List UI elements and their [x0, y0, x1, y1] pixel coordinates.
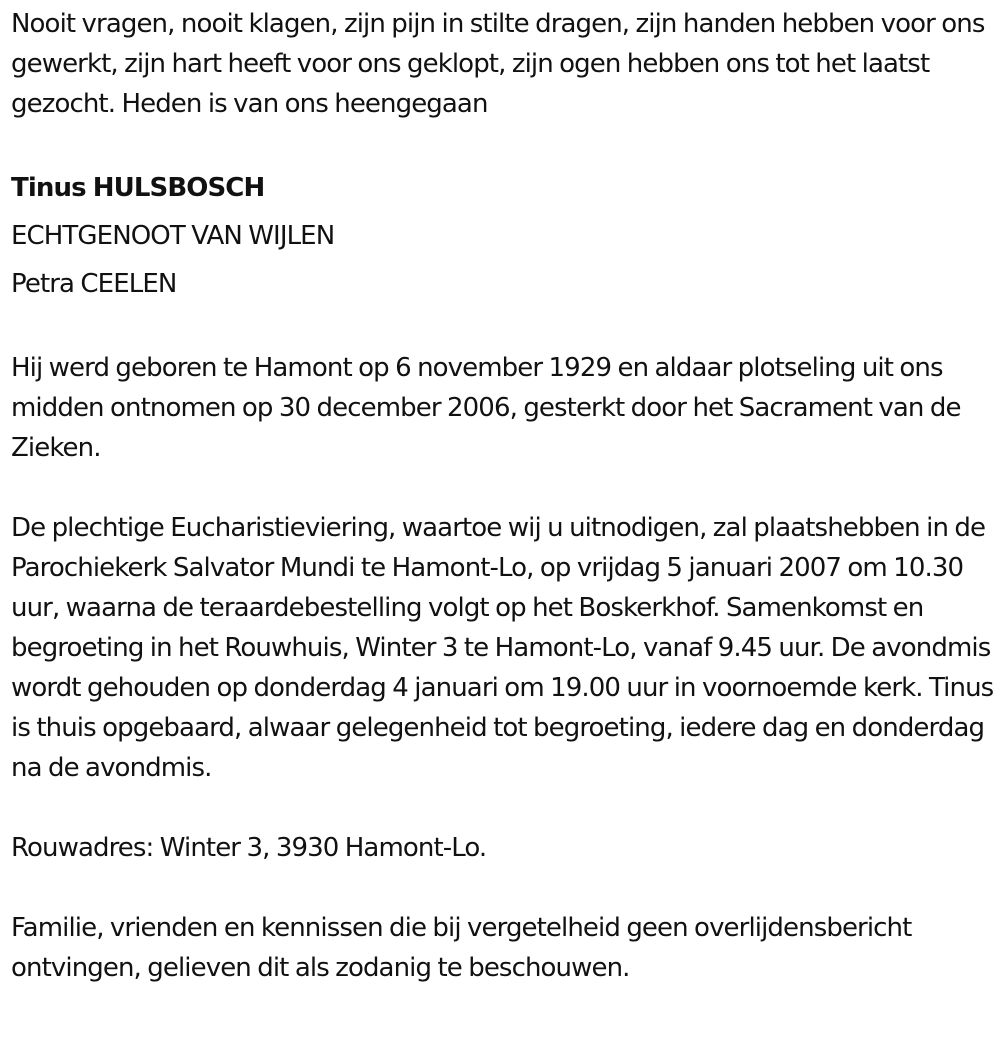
intro-paragraph: Nooit vragen, nooit klagen, zijn pijn in stilte dragen, zijn handen hebben voor ons gewerkt, zijn hart heeft voor ons geklopt, zijn ogen hebben ons tot het laatst gezocht. Heden is van ons heengegaan: [11, 9, 985, 119]
deceased-name: Tinus HULSBOSCH: [11, 173, 265, 203]
spacer: [11, 788, 996, 828]
spacer: [11, 308, 996, 348]
spacer: [11, 124, 996, 164]
birth-death-paragraph: Hij werd geboren te Hamont op 6 november 1929 en aldaar plotseling uit ons midden ontnomen op 30 december 2006, gesterkt door het Sacrament van de Zieken.: [11, 353, 961, 463]
death-notice: [11, 4, 996, 988]
deceased-name-line: [11, 164, 996, 212]
relation-line: ECHTGENOOT VAN WIJLEN: [11, 221, 335, 251]
spacer: [11, 468, 996, 508]
spouse-name: Petra CEELEN: [11, 269, 177, 299]
address-paragraph: Rouwadres: Winter 3, 3930 Hamont-Lo.: [11, 833, 487, 863]
closing-paragraph: Familie, vrienden en kennissen die bij vergetelheid geen overlijdensbericht ontvingen, gelieven dit als zodanig te beschouwen.: [11, 913, 912, 983]
ceremony-paragraph: De plechtige Eucharistieviering, waartoe wij u uitnodigen, zal plaatshebben in de Parochiekerk Salvator Mundi te Hamont-Lo, op vrijdag 5 januari 2007 om 10.30 uur, waarna de teraardebestelling volgt op het Boskerkhof. Samenkomst en begroeting in het Rouwhuis, Winter 3 te Hamont-Lo, vanaf 9.45 uur. De avondmis wordt gehouden op donderdag 4 januari om 19.00 uur in voornoemde kerk. Tinus is thuis opgebaard, alwaar gelegenheid tot begroeting, iedere dag en donderdag na de avondmis.: [11, 513, 994, 783]
spacer: [11, 868, 996, 908]
